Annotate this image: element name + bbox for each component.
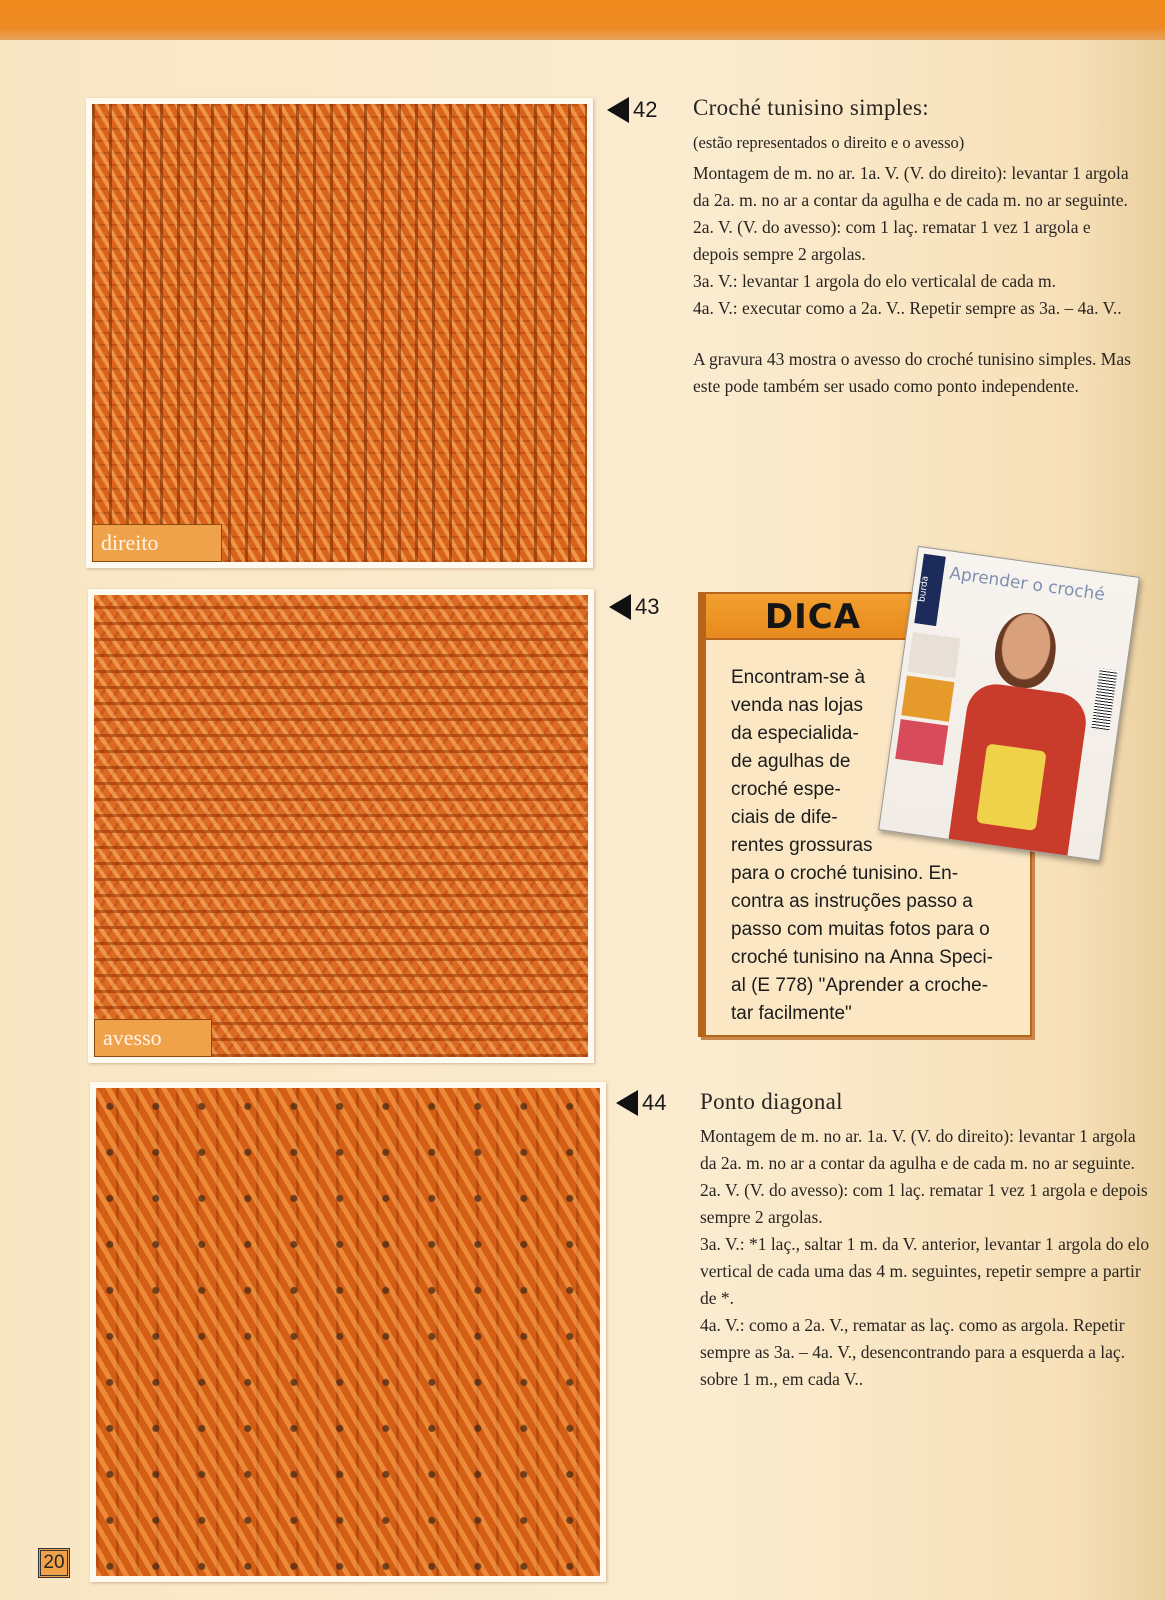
tip-line: croché tunisino na Anna Speci- <box>731 947 993 968</box>
page-number <box>38 1548 70 1578</box>
pointer-arrow-icon <box>607 97 629 123</box>
figure-number: 43 <box>635 594 660 619</box>
instruction-row-2: 2a. V. (V. do avesso): com 1 laç. rematar 1 vez 1 argola e depois sempre 2 argolas. <box>700 1180 1148 1227</box>
tip-line: para o croché tunisino. En- <box>731 863 959 884</box>
magazine-thumbnails <box>895 632 961 769</box>
tip-line: al (E 778) "Aprender a croche- <box>731 975 989 996</box>
pointer-arrow-icon <box>616 1090 638 1116</box>
figure-marker-44 <box>616 1090 666 1116</box>
tip-line: contra as instruções passo a <box>731 891 973 912</box>
crochet-bag <box>976 743 1047 831</box>
tip-line: ciais de dife- <box>731 807 838 828</box>
swatch-photo-43 <box>88 589 594 1063</box>
section-subtitle: (estão representados o direito e o avesso) <box>693 133 965 152</box>
tip-line: tar facilmente" <box>731 1003 852 1024</box>
top-color-bar <box>0 0 1165 40</box>
instruction-row-2: 2a. V. (V. do avesso): com 1 laç. rematar 1 vez 1 argola e depois sempre 2 argolas. <box>693 217 1091 264</box>
tip-line: venda nas lojas <box>731 695 864 716</box>
section-title: Croché tunisino simples: <box>693 95 929 120</box>
tip-line: de agulhas de <box>731 751 851 772</box>
instruction-row-3: 3a. V.: levantar 1 argola do elo verticalal de cada m. <box>693 271 1056 291</box>
tip-line: Encontram-se à <box>731 667 866 688</box>
magazine-cover-image <box>878 546 1140 861</box>
swatch-photo-44 <box>90 1082 606 1582</box>
tip-line: croché espe- <box>731 779 841 800</box>
page-number-text: 20 <box>40 1550 68 1576</box>
note-paragraph: A gravura 43 mostra o avesso do croché tunisino simples. Mas este pode também ser usado como ponto independente. <box>693 349 1131 396</box>
tip-line: passo com muitas fotos para o <box>731 919 990 940</box>
section-42-text <box>693 95 1139 400</box>
thumbnail <box>907 632 960 678</box>
figure-marker-42 <box>607 97 657 123</box>
figure-marker-43 <box>609 594 659 620</box>
instruction-row-1: Montagem de m. no ar. 1a. V. (V. do direito): levantar 1 argola da 2a. m. no ar a contar da agulha e de cada m. no ar seguinte. <box>693 163 1129 210</box>
thumbnail <box>895 719 948 765</box>
figure-number: 44 <box>642 1090 667 1115</box>
magazine-title: Aprender o croché <box>948 563 1107 606</box>
swatch-label-avesso: avesso <box>94 1019 212 1057</box>
figure-number: 42 <box>633 97 658 122</box>
pointer-arrow-icon <box>609 594 631 620</box>
thumbnail <box>901 676 954 722</box>
instruction-row-1: Montagem de m. no ar. 1a. V. (V. do direito): levantar 1 argola da 2a. m. no ar a contar da agulha e de cada m. no ar seguinte. <box>700 1126 1136 1173</box>
tip-line: da especialida- <box>731 723 859 744</box>
instruction-row-4: 4a. V.: executar como a 2a. V.. Repetir sempre as 3a. – 4a. V.. <box>693 298 1122 318</box>
instruction-row-3: 3a. V.: *1 laç., saltar 1 m. da V. anterior, levantar 1 argola do elo vertical de cada uma das 4 m. seguintes, repetir sempre a partir de *. <box>700 1234 1150 1308</box>
tip-heading: DICA <box>706 594 1030 640</box>
model-face <box>991 609 1061 692</box>
magazine-brand: burda <box>914 554 946 626</box>
section-44-text <box>700 1089 1150 1393</box>
swatch-photo-42 <box>86 98 593 568</box>
barcode-icon <box>1091 668 1117 730</box>
section-title: Ponto diagonal <box>700 1089 843 1114</box>
tip-line: rentes grossuras <box>731 835 873 856</box>
swatch-label-direito: direito <box>92 524 222 562</box>
instruction-row-4: 4a. V.: como a 2a. V., rematar as laç. como as argola. Repetir sempre as 3a. – 4a. V., desencontrando para a esquerda a laç. sobre 1 m., em cada V.. <box>700 1315 1126 1389</box>
